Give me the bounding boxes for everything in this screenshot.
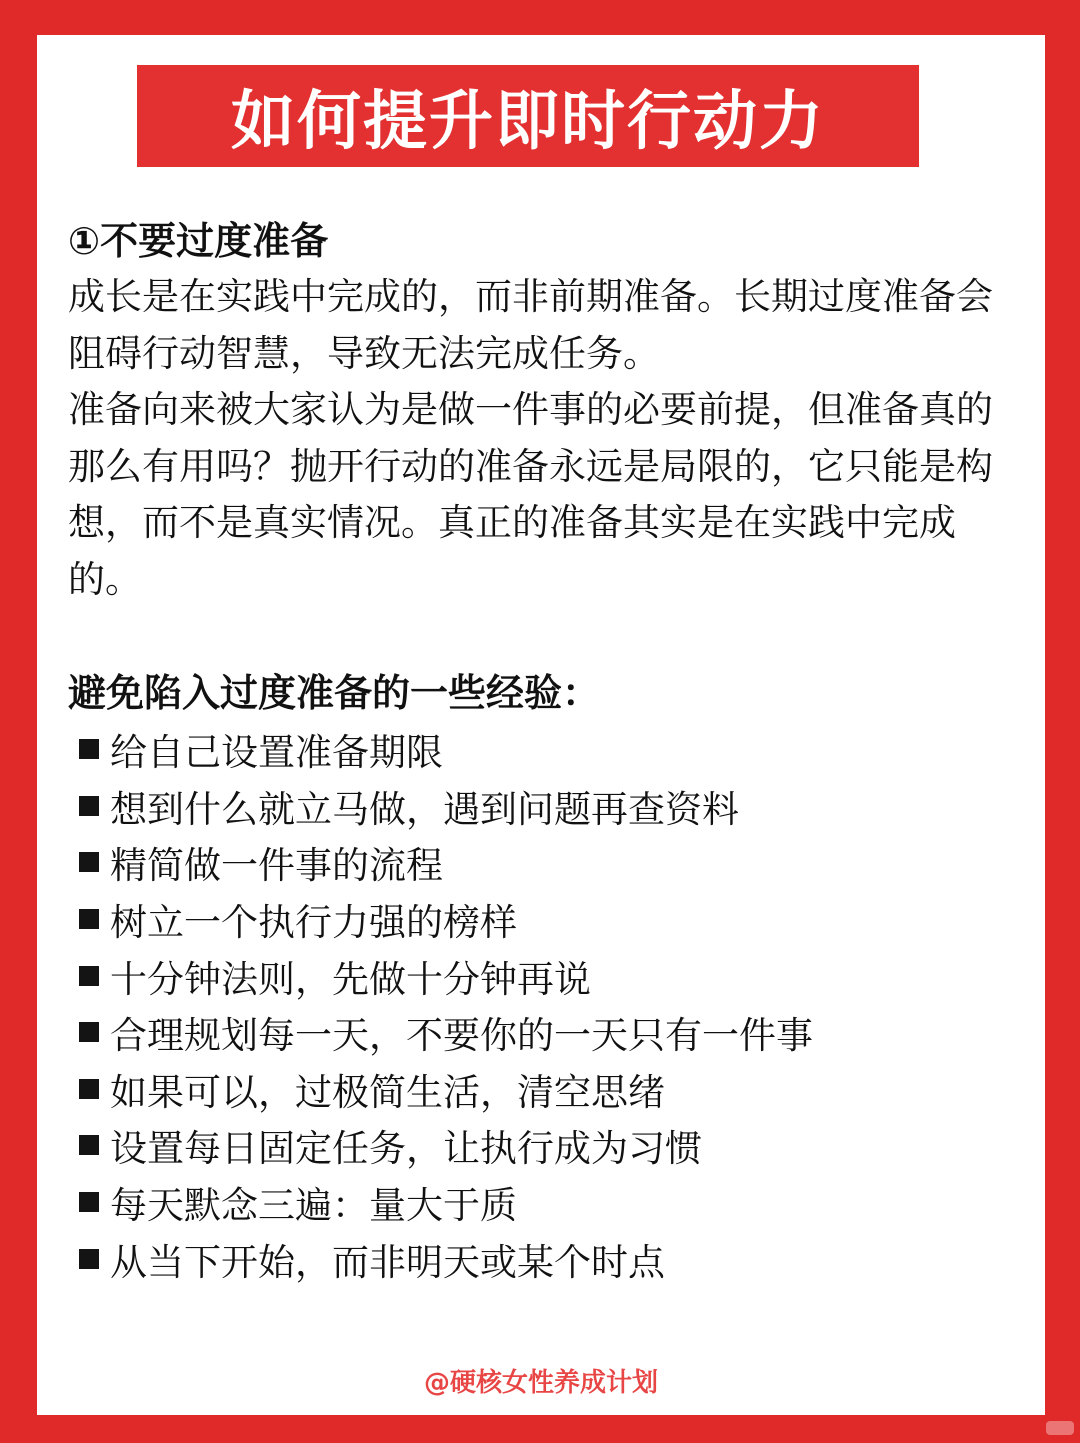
tip-text: 合理规划每一天，不要你的一天只有一件事 xyxy=(110,1014,813,1058)
tip-text: 想到什么就立马做，遇到问题再查资料 xyxy=(110,787,739,831)
tips-list xyxy=(68,721,1018,1287)
article-body xyxy=(68,213,1018,1287)
tip-text: 精简做一件事的流程 xyxy=(110,844,443,888)
tip-text: 给自己设置准备期限 xyxy=(110,731,443,775)
author-handle: @硬核女性养成计划 xyxy=(423,1368,658,1398)
list-item xyxy=(68,1061,1018,1118)
paragraph-2: 准备向来被大家认为是做一件事的必要前提，但准备真的那么有用吗？抛开行动的准备永远是局限的，它只能是构想，而不是真实情况。真正的准备其实是在实践中完成的。 xyxy=(68,388,993,601)
tip-text: 如果可以，过极简生活，清空思绪 xyxy=(110,1070,665,1114)
title-banner xyxy=(137,65,919,167)
list-item xyxy=(68,891,1018,948)
tip-text: 树立一个执行力强的榜样 xyxy=(110,901,517,945)
list-item xyxy=(68,778,1018,835)
square-bullet-icon xyxy=(79,1079,99,1099)
list-item xyxy=(68,1174,1018,1231)
section-heading: ①不要过度准备 xyxy=(68,219,329,263)
paragraph-1: 成长是在实践中完成的，而非前期准备。长期过度准备会阻碍行动智慧，导致无法完成任务。 xyxy=(68,275,993,375)
tip-text: 每天默念三遍：量大于质 xyxy=(110,1184,517,1228)
square-bullet-icon xyxy=(79,966,99,986)
square-bullet-icon xyxy=(79,1192,99,1212)
list-item xyxy=(68,721,1018,778)
tip-text: 设置每日固定任务，让执行成为习惯 xyxy=(110,1127,702,1171)
page-title: 如何提升即时行动力 xyxy=(231,85,825,159)
tip-text: 十分钟法则，先做十分钟再说 xyxy=(110,957,591,1001)
square-bullet-icon xyxy=(79,852,99,872)
list-item xyxy=(68,947,1018,1004)
square-bullet-icon xyxy=(79,739,99,759)
watermark-logo xyxy=(1046,1421,1074,1435)
list-item xyxy=(68,1004,1018,1061)
square-bullet-icon xyxy=(79,1022,99,1042)
spacer xyxy=(68,608,1018,665)
square-bullet-icon xyxy=(79,796,99,816)
content-card xyxy=(37,35,1045,1415)
square-bullet-icon xyxy=(79,1249,99,1269)
list-item xyxy=(68,1117,1018,1174)
list-item xyxy=(68,834,1018,891)
list-item xyxy=(68,1230,1018,1287)
tip-text: 从当下开始，而非明天或某个时点 xyxy=(110,1240,665,1284)
square-bullet-icon xyxy=(79,909,99,929)
tips-heading: 避免陷入过度准备的一些经验： xyxy=(68,671,601,715)
square-bullet-icon xyxy=(79,1135,99,1155)
